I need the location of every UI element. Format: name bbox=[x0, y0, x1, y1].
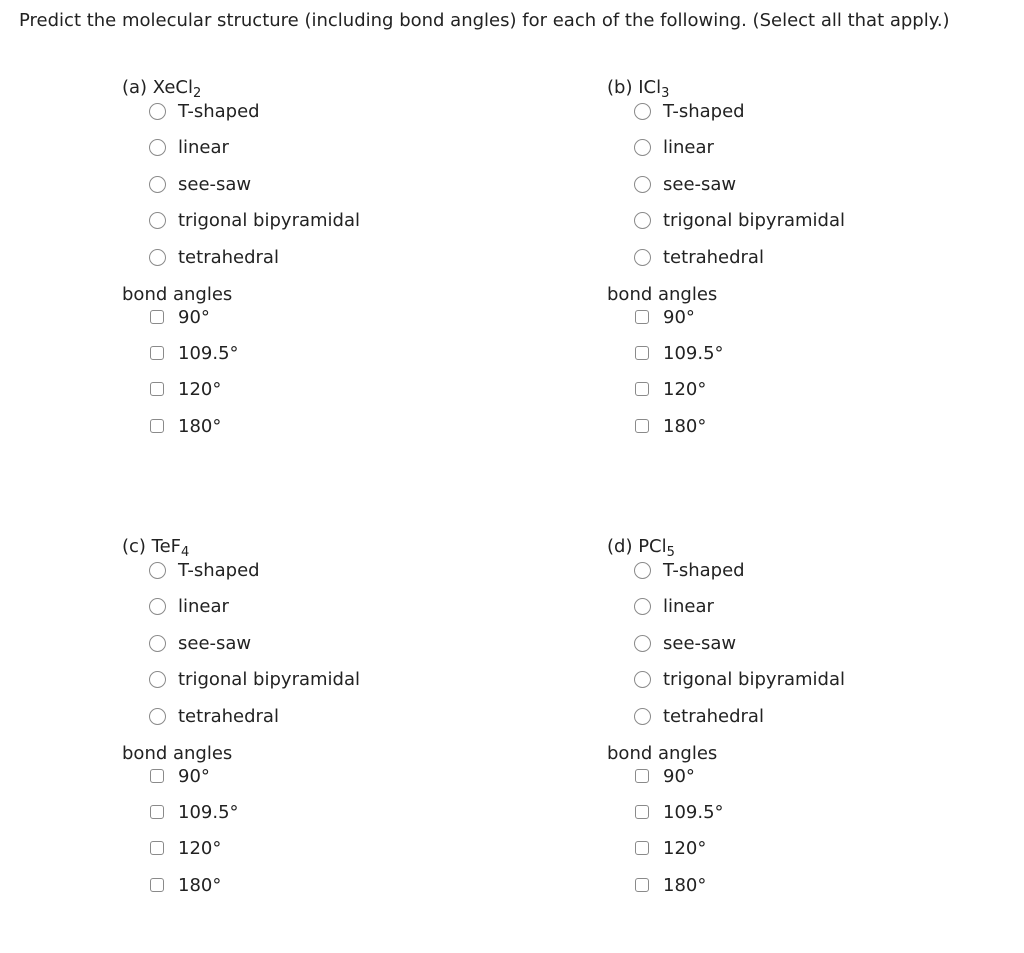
question-part-a bbox=[122, 76, 522, 476]
option-label: 180° bbox=[178, 416, 222, 437]
part-a-formula-subscript: 2 bbox=[192, 86, 202, 101]
option-label: trigonal bipyramidal bbox=[178, 210, 360, 231]
option-label: see-saw bbox=[663, 633, 737, 654]
part-a-angle-option-109-5[interactable] bbox=[149, 342, 469, 366]
part-c-angle-option-120[interactable] bbox=[149, 837, 469, 861]
radio-button[interactable] bbox=[634, 598, 651, 615]
part-a-angle-option-90[interactable] bbox=[149, 306, 469, 330]
radio-button[interactable] bbox=[634, 103, 651, 120]
part-a-angle-option-120[interactable] bbox=[149, 378, 469, 402]
option-label: linear bbox=[178, 137, 229, 158]
part-c-angle-option-90[interactable] bbox=[149, 765, 469, 789]
checkbox[interactable] bbox=[635, 346, 649, 360]
radio-button[interactable] bbox=[149, 139, 166, 156]
checkbox[interactable] bbox=[150, 310, 164, 324]
part-d-formula-subscript: 5 bbox=[666, 545, 675, 560]
option-label: trigonal bipyramidal bbox=[663, 210, 845, 231]
part-d-angle-option-120[interactable] bbox=[634, 837, 954, 861]
checkbox[interactable] bbox=[150, 841, 164, 855]
part-d-angle-option-109-5[interactable] bbox=[634, 801, 954, 825]
option-label: trigonal bipyramidal bbox=[178, 669, 360, 690]
option-label: trigonal bipyramidal bbox=[663, 669, 845, 690]
part-b-angle-option-120[interactable] bbox=[634, 378, 954, 402]
part-b-formula-prefix: (b) ICl bbox=[607, 77, 662, 98]
radio-button[interactable] bbox=[634, 249, 651, 266]
question-part-c bbox=[122, 535, 522, 935]
option-label: tetrahedral bbox=[663, 247, 764, 268]
checkbox[interactable] bbox=[635, 310, 649, 324]
radio-button[interactable] bbox=[149, 708, 166, 725]
part-b-bond-angles-label: bond angles bbox=[607, 284, 718, 305]
option-label: 90° bbox=[663, 766, 695, 787]
radio-button[interactable] bbox=[149, 562, 166, 579]
question-prompt: Predict the molecular structure (including bond angles) for each of the following. (Select all that apply.) bbox=[19, 10, 950, 31]
part-b-label bbox=[607, 76, 669, 100]
checkbox[interactable] bbox=[150, 382, 164, 396]
part-b-formula-subscript: 3 bbox=[661, 86, 670, 101]
checkbox[interactable] bbox=[635, 419, 649, 433]
option-label: T-shaped bbox=[178, 101, 260, 122]
checkbox[interactable] bbox=[635, 805, 649, 819]
option-label: 180° bbox=[663, 416, 707, 437]
part-b-structure-option-t-shaped[interactable] bbox=[634, 100, 954, 124]
part-a-structure-option-see-saw[interactable] bbox=[149, 173, 469, 197]
radio-button[interactable] bbox=[634, 635, 651, 652]
part-a-formula-prefix: (a) XeCl bbox=[122, 77, 193, 98]
part-c-structure-option-t-shaped[interactable] bbox=[149, 559, 469, 583]
part-c-structure-option-linear[interactable] bbox=[149, 595, 469, 619]
option-label: tetrahedral bbox=[663, 706, 764, 727]
checkbox[interactable] bbox=[635, 878, 649, 892]
option-label: 109.5° bbox=[178, 802, 239, 823]
part-d-structure-option-trigonal-bipyramidal[interactable] bbox=[634, 668, 954, 692]
part-a-structure-option-tetrahedral[interactable] bbox=[149, 246, 469, 270]
option-label: tetrahedral bbox=[178, 247, 279, 268]
radio-button[interactable] bbox=[149, 598, 166, 615]
option-label: see-saw bbox=[178, 174, 252, 195]
part-b-angle-option-90[interactable] bbox=[634, 306, 954, 330]
option-label: linear bbox=[178, 596, 229, 617]
part-a-bond-angles-label: bond angles bbox=[122, 284, 233, 305]
part-a-angle-option-180[interactable] bbox=[149, 415, 469, 439]
checkbox[interactable] bbox=[150, 769, 164, 783]
radio-button[interactable] bbox=[149, 671, 166, 688]
part-c-structure-option-see-saw[interactable] bbox=[149, 632, 469, 656]
part-a-structure-option-linear[interactable] bbox=[149, 136, 469, 160]
part-d-label bbox=[607, 535, 675, 559]
part-b-structure-option-tetrahedral[interactable] bbox=[634, 246, 954, 270]
part-c-bond-angles-label: bond angles bbox=[122, 743, 233, 764]
radio-button[interactable] bbox=[634, 708, 651, 725]
part-c-formula-subscript: 4 bbox=[181, 545, 190, 560]
option-label: 180° bbox=[178, 875, 222, 896]
option-label: see-saw bbox=[663, 174, 737, 195]
part-d-structure-option-linear[interactable] bbox=[634, 595, 954, 619]
radio-button[interactable] bbox=[634, 176, 651, 193]
part-a-structure-option-trigonal-bipyramidal[interactable] bbox=[149, 209, 469, 233]
option-label: 90° bbox=[663, 307, 695, 328]
part-a-structure-option-t-shaped[interactable] bbox=[149, 100, 469, 124]
radio-button[interactable] bbox=[149, 103, 166, 120]
part-b-angle-option-180[interactable] bbox=[634, 415, 954, 439]
checkbox[interactable] bbox=[635, 382, 649, 396]
option-label: T-shaped bbox=[663, 101, 745, 122]
radio-button[interactable] bbox=[634, 562, 651, 579]
part-c-angle-option-180[interactable] bbox=[149, 874, 469, 898]
part-b-angle-option-109-5[interactable] bbox=[634, 342, 954, 366]
part-c-structure-option-trigonal-bipyramidal[interactable] bbox=[149, 668, 469, 692]
option-label: linear bbox=[663, 596, 714, 617]
option-label: linear bbox=[663, 137, 714, 158]
option-label: 180° bbox=[663, 875, 707, 896]
part-d-structure-option-t-shaped[interactable] bbox=[634, 559, 954, 583]
part-d-angle-option-180[interactable] bbox=[634, 874, 954, 898]
option-label: T-shaped bbox=[663, 560, 745, 581]
radio-button[interactable] bbox=[634, 671, 651, 688]
part-d-bond-angles-label: bond angles bbox=[607, 743, 718, 764]
option-label: see-saw bbox=[178, 633, 252, 654]
checkbox[interactable] bbox=[635, 841, 649, 855]
question-part-d bbox=[607, 535, 1007, 935]
radio-button[interactable] bbox=[149, 635, 166, 652]
part-c-angle-option-109-5[interactable] bbox=[149, 801, 469, 825]
part-b-structure-option-linear[interactable] bbox=[634, 136, 954, 160]
part-d-structure-option-tetrahedral[interactable] bbox=[634, 705, 954, 729]
part-b-structure-option-see-saw[interactable] bbox=[634, 173, 954, 197]
part-a-label bbox=[122, 76, 201, 100]
part-d-angle-option-90[interactable] bbox=[634, 765, 954, 789]
radio-button[interactable] bbox=[149, 176, 166, 193]
question-part-b bbox=[607, 76, 1007, 476]
option-label: 90° bbox=[178, 766, 210, 787]
part-b-structure-option-trigonal-bipyramidal[interactable] bbox=[634, 209, 954, 233]
checkbox[interactable] bbox=[150, 419, 164, 433]
radio-button[interactable] bbox=[149, 249, 166, 266]
option-label: tetrahedral bbox=[178, 706, 279, 727]
option-label: 120° bbox=[663, 379, 707, 400]
option-label: 120° bbox=[178, 838, 222, 859]
radio-button[interactable] bbox=[149, 212, 166, 229]
checkbox[interactable] bbox=[635, 769, 649, 783]
option-label: T-shaped bbox=[178, 560, 260, 581]
part-c-label bbox=[122, 535, 189, 559]
part-d-structure-option-see-saw[interactable] bbox=[634, 632, 954, 656]
option-label: 109.5° bbox=[178, 343, 239, 364]
radio-button[interactable] bbox=[634, 212, 651, 229]
option-label: 109.5° bbox=[663, 802, 724, 823]
part-c-structure-option-tetrahedral[interactable] bbox=[149, 705, 469, 729]
radio-button[interactable] bbox=[634, 139, 651, 156]
part-d-formula-prefix: (d) PCl bbox=[607, 536, 667, 557]
option-label: 120° bbox=[663, 838, 707, 859]
option-label: 90° bbox=[178, 307, 210, 328]
checkbox[interactable] bbox=[150, 346, 164, 360]
option-label: 109.5° bbox=[663, 343, 724, 364]
option-label: 120° bbox=[178, 379, 222, 400]
checkbox[interactable] bbox=[150, 805, 164, 819]
checkbox[interactable] bbox=[150, 878, 164, 892]
part-c-formula-prefix: (c) TeF bbox=[122, 536, 182, 557]
